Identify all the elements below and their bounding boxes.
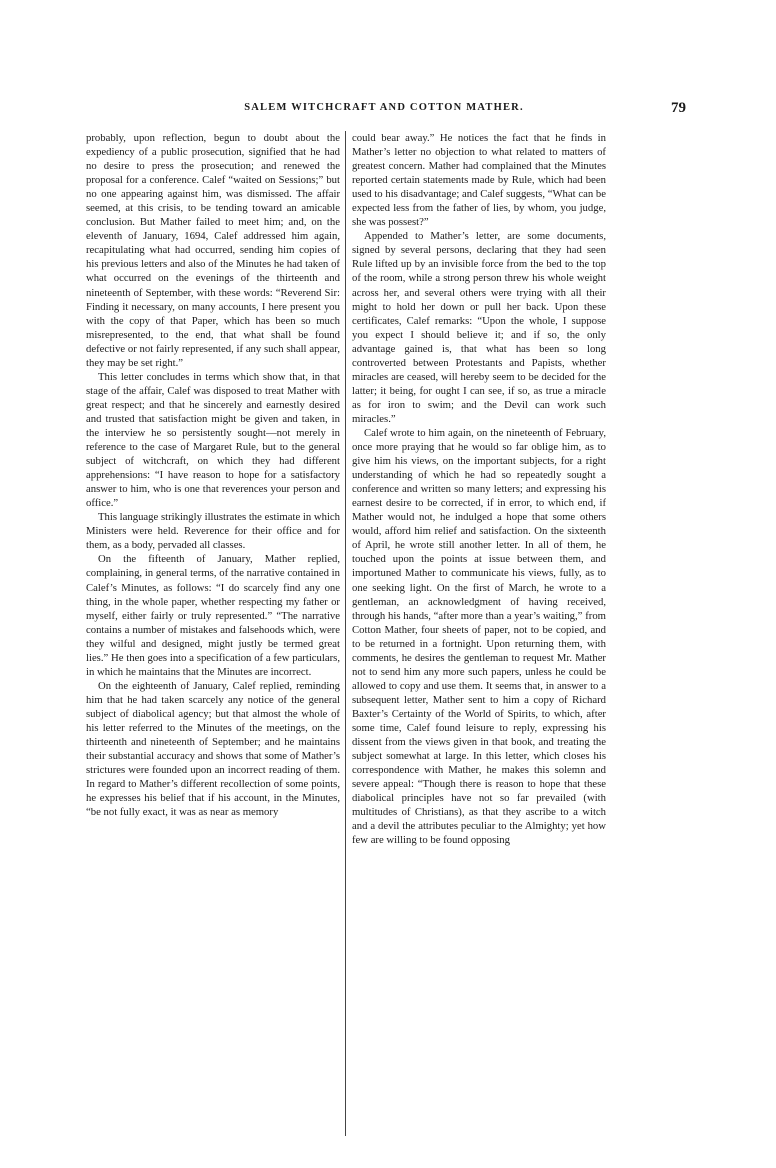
paragraph: This letter concludes in terms which show that, in that stage of the affair, Calef was disposed to treat Mather with great respect; and that he sincerely and earnestly desired and trusted that satisfaction might be given and taken, in the interview he so persistently sought—not merely in reference to the case of Margaret Rule, but to the general subject of witchcraft, on which they had different apprehensions: “I have reason to hope for a satisfactory answer to him, who is one that reverences your person and office.”: [86, 370, 340, 510]
running-head: SALEM WITCHCRAFT AND COTTON MATHER.: [244, 102, 524, 113]
paragraph: Calef wrote to him again, on the nineteenth of February, once more praying that he would so far oblige him, as to give him his views, on the important subjects, for a right understanding of which he had so repeatedly sought a conference and written so many letters; and expressing his earnest desire to be corrected, if in error, to which end, if Mather would not, he indulged a hope that some others would, afford him relief and satisfaction. On the sixteenth of April, he wrote still another letter. In all of them, he touched upon the points at issue between them, and importuned Mather to communicate his views, fully, as to one seeking light. On the first of March, he wrote to a gentleman, an acknowledgment of having received, through his hands, “after more than a year’s waiting,” from Cotton Mather, four sheets of paper, not to be copied, and to be returned in a fortnight. Upon returning them, with comments, he desires the gentleman to request Mr. Mather not to send him any more such papers, unless he could be allowed to copy and use them. It seems that, in answer to a subsequent letter, Mather sent to him a copy of Richard Baxter’s Certainty of the World of Spirits, to which, after some time, Calef found leisure to reply, expressing his dissent from the views given in that book, and treating the subject somewhat at large. In this letter, which closes his correspondence with Mather, he makes this solemn and severe appeal: “Though there is reason to hope that these diabolical principles have not so far prevailed (with multitudes of Christians), as that they ascribe to a witch and a devil the attributes peculiar to the Almighty; yet how few are willing to be found opposing: [352, 426, 606, 847]
paragraph: On the eighteenth of January, Calef replied, reminding him that he had taken scarcely any notice of the general subject of diabolical agency; but that almost the whole of his letter referred to the Minutes of the meetings, on the thirteenth and nineteenth of September; and he maintains their substantial accuracy and shows that some of Mather’s strictures were founded upon an incorrect reading of them. In regard to Mather’s different recollection of some points, he expresses his belief that if his account, in the Minutes, “be not fully exact, it was as near as memory: [86, 679, 340, 819]
paragraph: Appended to Mather’s letter, are some documents, signed by several persons, declaring that they had seen Rule lifted up by an invisible force from the bed to the top of the room, while a strong person threw his whole weight across her, and several others were trying with all their might to hold her down or pull her back. Upon these certificates, Calef remarks: “Upon the whole, I suppose you expect I should believe it; and if so, the only advantage gained is, that what has been so long controverted between Protestants and Papists, whether miracles are ceased, will hereby seem to be decided for the latter; it being, for ought I can see, if so, as true a miracle as for iron to swim; and the Devil can work such miracles.”: [352, 230, 606, 425]
paragraph: On the fifteenth of January, Mather replied, complaining, in general terms, of the narrative contained in Calef’s Minutes, as follows: “I do scarcely find any one thing, in the whole paper, whether respecting my father or myself, either fairly or truly represented.” “The narrative contains a number of mistakes and falsehoods which, were they wilful and designed, might justly be termed great lies.” He then goes into a specification of a few particulars, in which he maintains that the Minutes are incorrect.: [86, 553, 340, 678]
page-header: [86, 100, 686, 120]
left-column: [86, 131, 340, 1143]
page-number: 79: [671, 100, 686, 116]
paragraph: probably, upon reflection, begun to doubt about the expediency of a public prosecution, signified that he had no desire to press the prosecution; and renewed the proposal for a conference. Calef “waited on Sessions;” but no one appearing against him, was dismissed. The affair seemed, at this crisis, to be tending toward an amicable conclusion. But Mather failed to meet him; and, on the eleventh of January, 1694, Calef addressed him again, recapitulating what had occurred, sending him copies of his previous letters and also of the Minutes he had taken of what occurred on the evenings of the thirteenth and nineteenth of September, with these words: “Reverend Sir: Finding it necessary, on many accounts, I here present you with the copy of that Paper, which has been so much misrepresented, to the end, that what shall be found defective or not fairly represented, if any such shall appear, they may be set right.”: [86, 132, 340, 369]
paragraph: could bear away.” He notices the fact that he finds in Mather’s letter no objection to what related to matters of greatest concern. Mather had complained that the Minutes reported certain statements made by Rule, which had been used to his disadvantage; and Calef suggests, “What can be expected less from the father of lies, by whom, you judge, she was possest?”: [352, 132, 606, 229]
column-divider: [345, 131, 346, 1136]
right-column: [352, 131, 606, 1143]
paragraph: This language strikingly illustrates the estimate in which Ministers were held. Reverence for their office and for them, as a body, pervaded all classes.: [86, 511, 340, 552]
